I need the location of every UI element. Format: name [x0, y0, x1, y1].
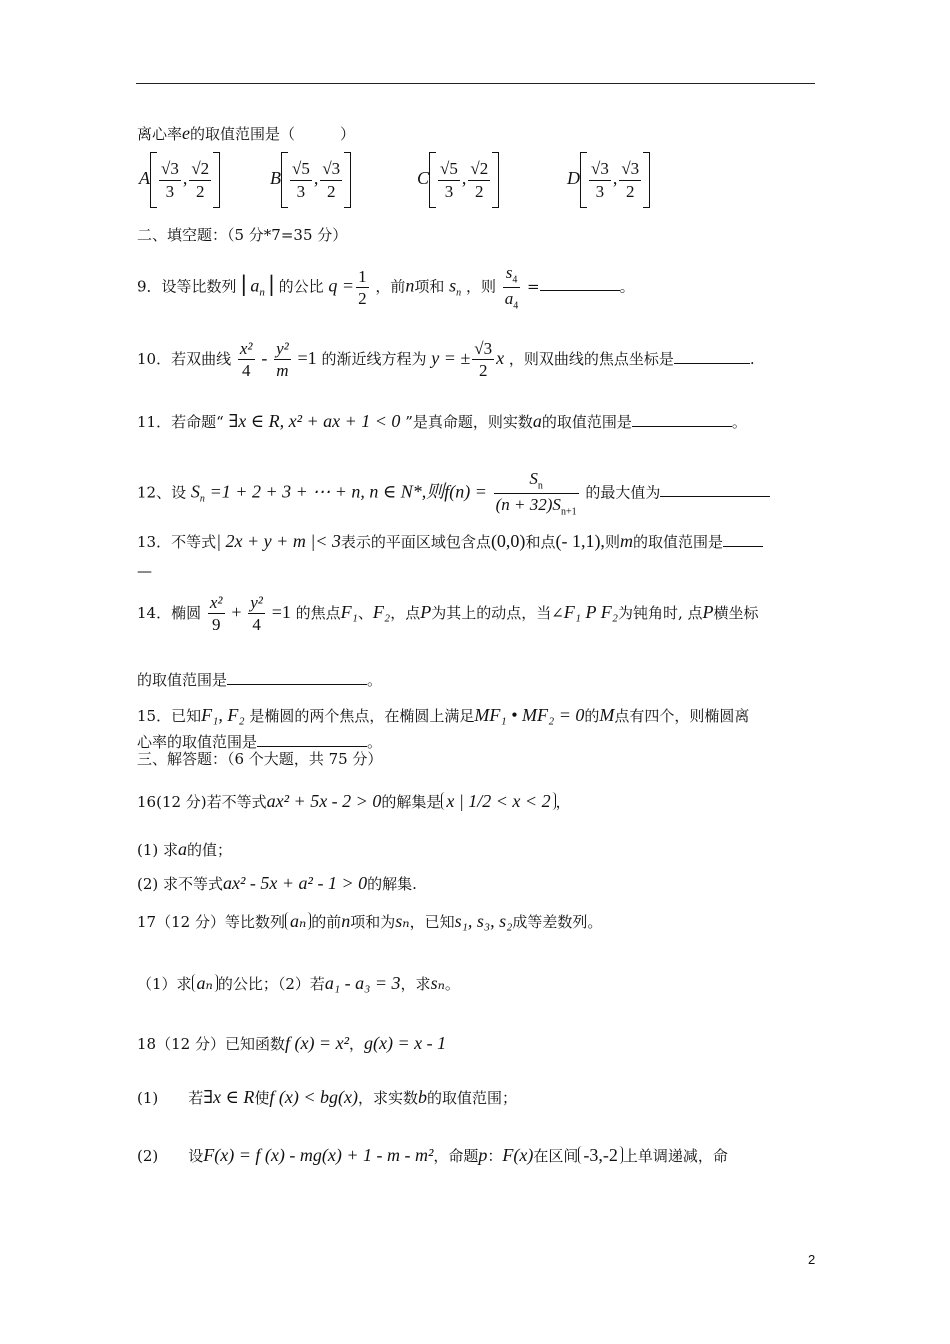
answer-blank[interactable]	[723, 532, 763, 547]
page-number: 2	[808, 1252, 816, 1267]
answer-blank[interactable]	[660, 482, 770, 497]
question-11: 11．若命题“ ∃x ∈ R, x² + ax + 1 < 0 ”是真命题，则实数a的取值范围是 。	[137, 411, 747, 431]
question-18: 18（12 分）已知函数f (x) = x²，g(x) = x - 1	[137, 1033, 447, 1053]
question-12: 12、设 $S_n =1 + 2 + 3$ + ⋯ + n, n ∈ N*,则f(n) = $\frac{S_n}{(n + 32)S_{n+1}}$ 的最大值为	[137, 468, 770, 519]
answer-blank[interactable]	[227, 670, 367, 685]
question-14-line2: 的取值范围是 。	[137, 671, 383, 689]
q8-option-b: B $\frac{√5}{3}$ , $\frac{√3}{2}$	[270, 152, 351, 208]
question-14: 14．椭圆 $\frac{\text{x²}}{9}$ + $\frac{\text{y²}}{4}$ =1 的焦点F₁、F₂，点P为其上的动点，当∠F₁ P F₂为钝角时, 点P横坐标	[137, 593, 759, 635]
question-17: 17（12 分）等比数列 aₙ 的前n项和为sₙ，已知s₁, s₃, s₂成等差数列。	[137, 911, 603, 931]
question-13-wrap: —	[137, 562, 152, 580]
q8-option-c: C $\frac{√5}{3}$ , $\frac{√2}{2}$	[417, 152, 499, 208]
section-solve-heading: 三、解答题：（6 个大题，共 75 分）	[137, 750, 383, 768]
q8-option-a: A $\frac{√3}{3}$ , $\frac{√2}{2}$	[139, 152, 220, 208]
q8-stem: 离心率e的取值范围是（ ）	[137, 123, 356, 143]
question-10: 10．若双曲线 $\frac{\text{x²}}{4}$ - $\frac{\text{y²}}{m}$ =1 的渐近线方程为 y = ± $\frac{√3}{2}$ x ，则双曲线的焦点坐标是 .	[137, 339, 755, 381]
q8-option-d: D $\frac{√3}{3}$ , $\frac{√3}{2}$	[567, 152, 650, 208]
header-rule	[136, 83, 815, 84]
question-18-part1: (1) 若∃x ∈ R使f (x) < bg(x)，求实数b的取值范围；	[137, 1087, 517, 1107]
answer-blank[interactable]	[632, 412, 732, 427]
answer-blank[interactable]	[540, 276, 620, 291]
question-16-part1: (1) 求a的值；	[137, 839, 233, 859]
answer-blank[interactable]	[674, 349, 750, 364]
question-18-part2: (2) 设F(x) = f (x) - mg(x) + 1 - m - m²，命题p：F(x)在区间 -3,-2 上单调递减，命	[137, 1145, 728, 1165]
question-13: 13．不等式| 2x + y + m |< 3表示的平面区域包含点(0,0)和点(- 1,1),则m的取值范围是	[137, 532, 763, 550]
question-17-parts: （1）求 aₙ 的公比；（2）若a₁ - a₃ = 3，求sₙ。	[137, 973, 460, 993]
answer-blank[interactable]	[257, 732, 367, 747]
question-16-part2: (2) 求不等式ax² - 5x + a² - 1 > 0的解集.	[137, 873, 417, 893]
question-15: 15．已知F₁, F₂ 是椭圆的两个焦点，在椭圆上满足MF₁ • MF₂ = 0的M点有四个，则椭圆离	[137, 705, 750, 725]
question-9: 9．设等比数列 $⎢a_n⎥$ 的公比 q = $\frac{1}{2}$ ，前n项和 $s_n$ ，则 $\frac{s_4}{a_4}$ = 。	[137, 263, 635, 312]
question-16: 16(12 分)若不等式ax² + 5x - 2 > 0的解集是 x | 1/2 < x < 2 ，	[137, 791, 571, 811]
section-fill-in-heading: 二、填空题：（5 分*7=35 分）	[137, 226, 348, 244]
question-15-line2: 心率的取值范围是 。	[137, 733, 383, 751]
